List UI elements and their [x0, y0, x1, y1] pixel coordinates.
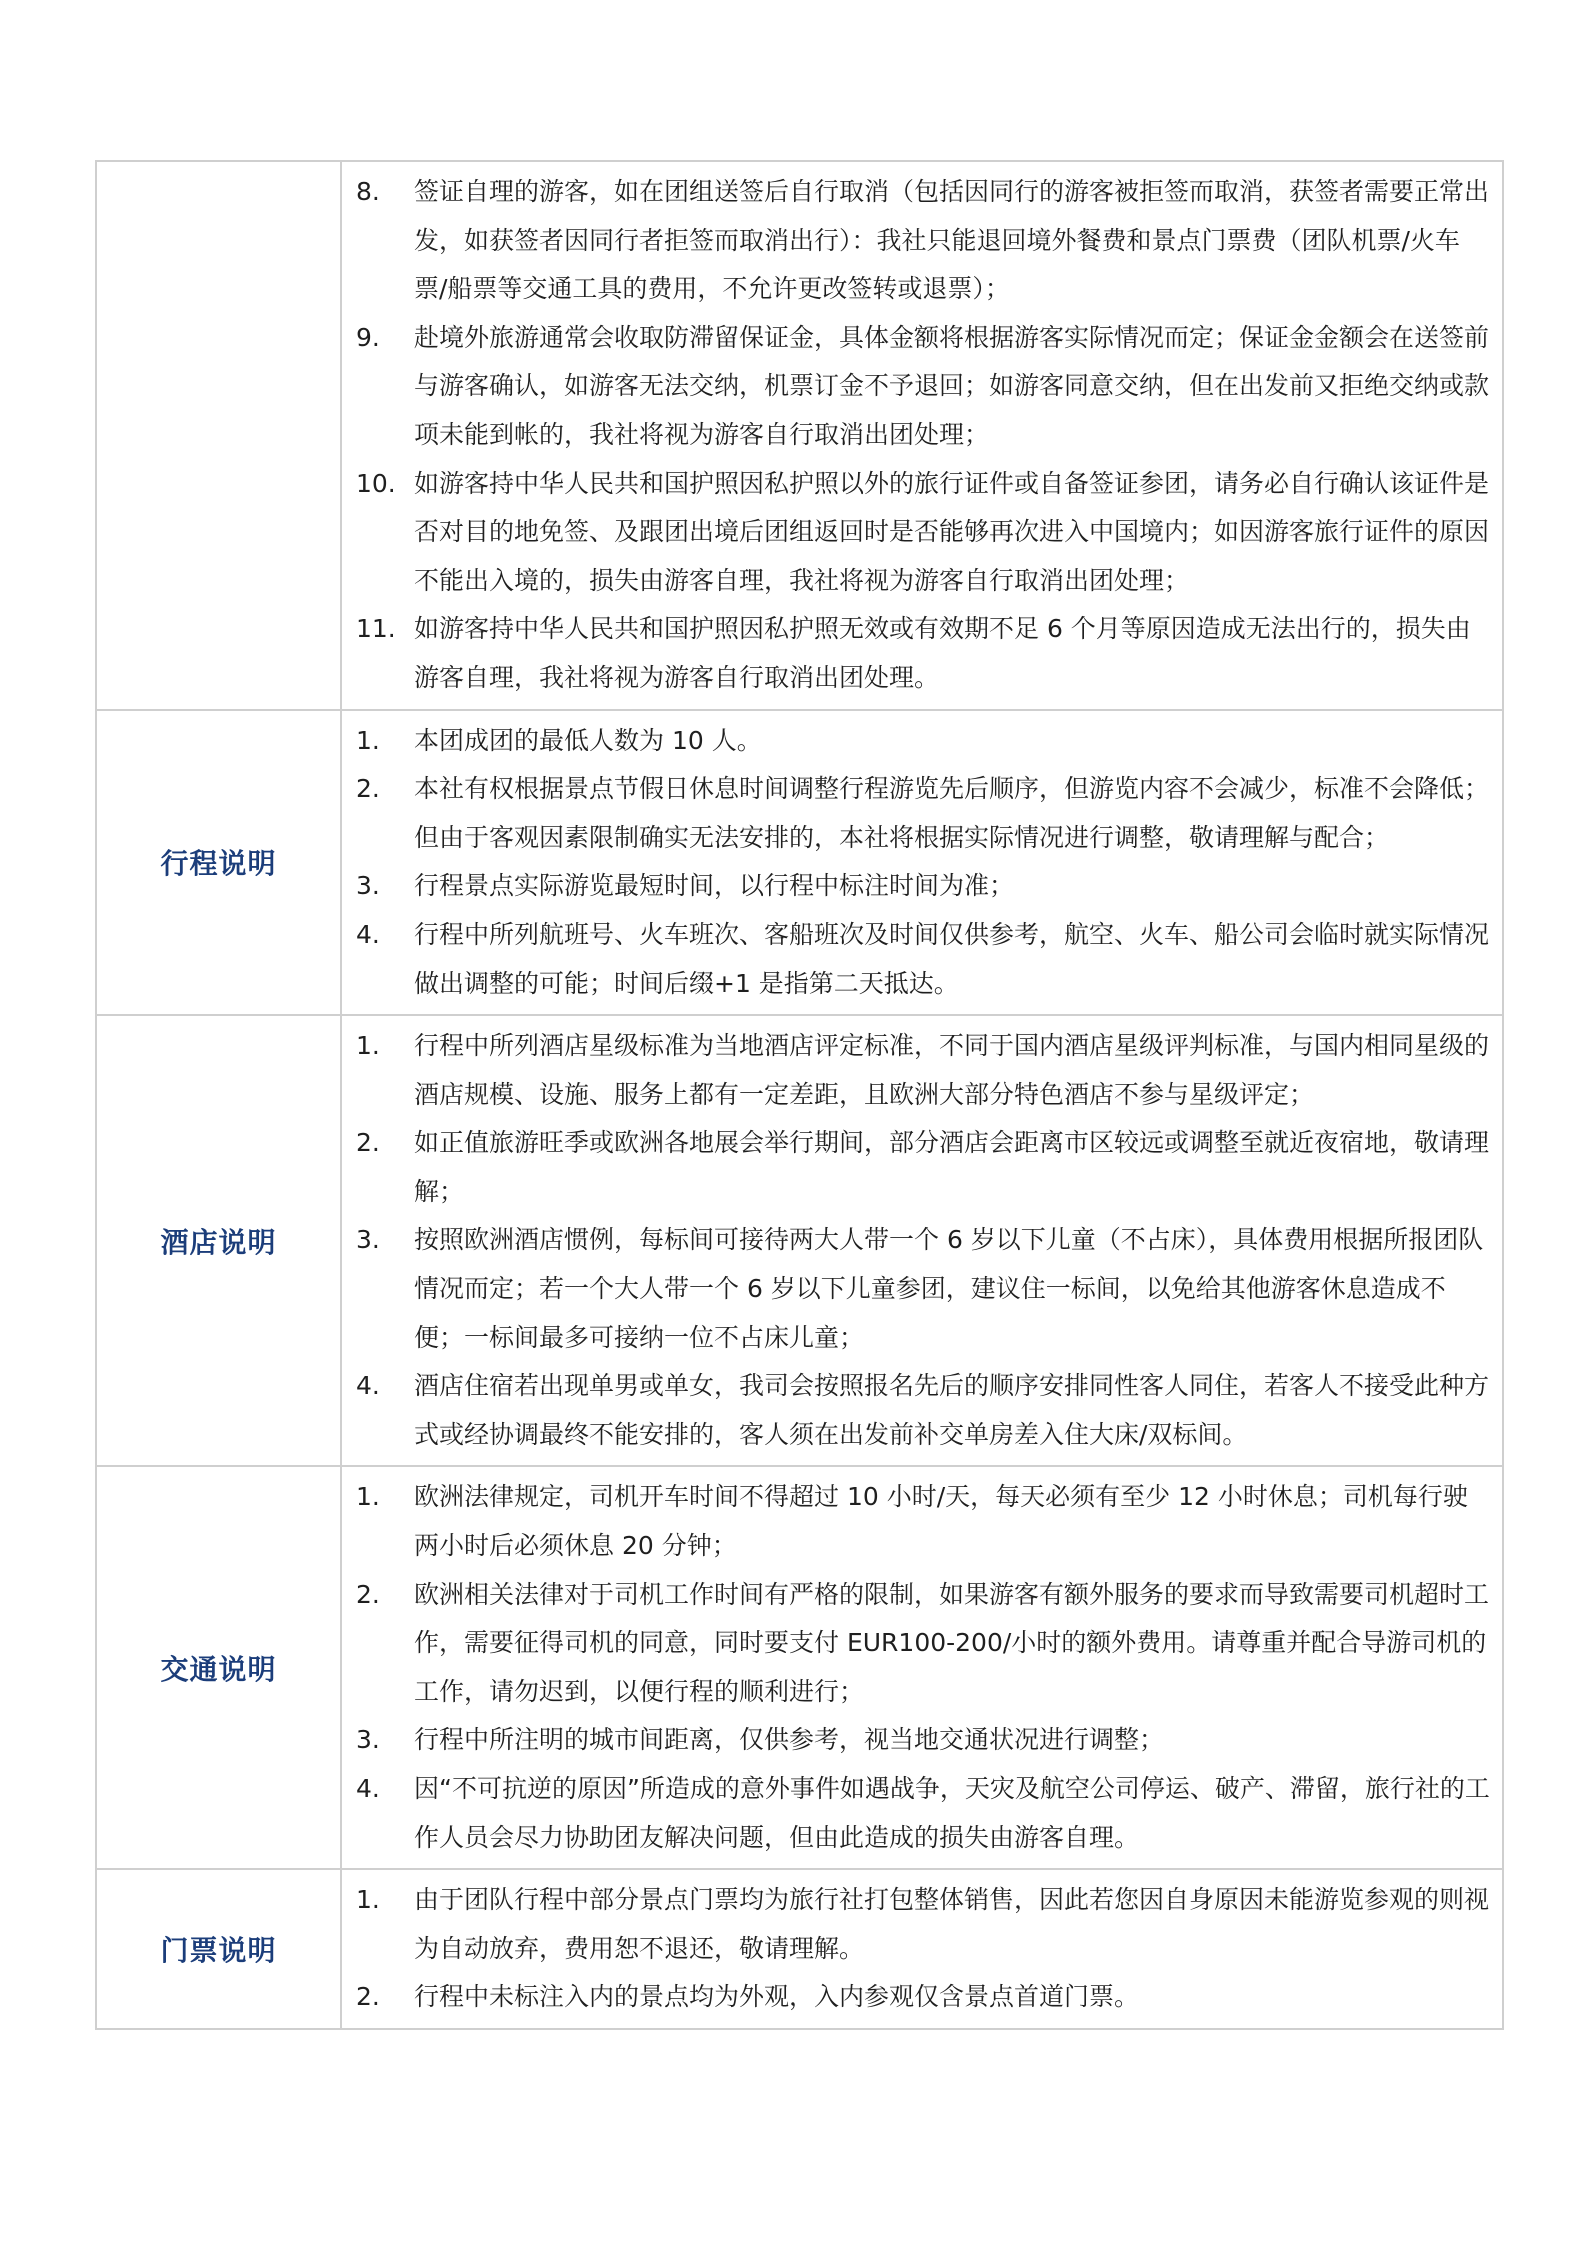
- list-item: [342, 1876, 1490, 1973]
- list-item: [342, 1216, 1490, 1362]
- item-text: 行程中未标注入内的景点均为外观，入内参观仅含景点首道门票。: [414, 1982, 1140, 2012]
- item-number: 1.: [356, 725, 380, 755]
- list-item: [342, 862, 1490, 911]
- list-item: [342, 1571, 1490, 1717]
- item-number: 2.: [356, 1128, 380, 1158]
- list-item: [342, 1973, 1490, 2022]
- numbered-list: [342, 717, 1490, 1009]
- item-text: 行程中所列航班号、火车班次、客船班次及时间仅供参考，航空、火车、船公司会临时就实际情况做出调整的可能；时间后缀+1 是指第二天抵达。: [414, 919, 1490, 998]
- item-text: 签证自理的游客，如在团组送签后自行取消（包括因同行的游客被拒签而取消，获签者需要正常出发，如获签者因同行者拒签而取消出行）：我社只能退回境外餐费和景点门票费（团队机票/火车票/船票等交通工具的费用，不允许更改签转或退票）；: [414, 177, 1490, 304]
- item-number: 4.: [356, 1371, 380, 1401]
- item-text: 如正值旅游旺季或欧洲各地展会举行期间，部分酒店会距离市区较远或调整至就近夜宿地，敬请理解；: [414, 1128, 1490, 1206]
- section-label-cell: [96, 1466, 341, 1869]
- item-text: 行程景点实际游览最短时间，以行程中标注时间为准；: [414, 871, 1015, 901]
- section-title: 行程说明: [160, 847, 277, 881]
- item-number: 3.: [356, 1725, 380, 1755]
- list-item: [342, 911, 1490, 1008]
- list-item: [342, 1473, 1490, 1570]
- section-row-visa-cancellation: [96, 161, 1503, 710]
- item-text: 由于团队行程中部分景点门票均为旅行社打包整体销售，因此若您因自身原因未能游览参观的则视为自动放弃，费用恕不退还，敬请理解。: [414, 1885, 1490, 1963]
- list-item: [342, 765, 1490, 862]
- item-text: 因“不可抗逆的原因”所造成的意外事件如遇战争，天灾及航空公司停运、破产、滞留，旅行社的工作人员会尽力协助团友解决问题，但由此造成的损失由游客自理。: [414, 1774, 1490, 1852]
- list-item: [342, 605, 1490, 702]
- list-item: [342, 168, 1490, 314]
- item-number: 11.: [356, 614, 396, 644]
- item-number: 3.: [356, 1225, 380, 1255]
- section-row-hotel-notes: [96, 1015, 1503, 1466]
- list-item: [342, 1022, 1490, 1119]
- section-content-cell: [341, 1869, 1503, 2029]
- item-number: 2.: [356, 1982, 380, 2012]
- item-number: 10.: [356, 468, 396, 498]
- item-text: 欧洲相关法律对于司机工作时间有严格的限制，如果游客有额外服务的要求而导致需要司机超时工作，需要征得司机的同意，同时要支付 EUR100-200/小时的额外费用。请尊重并配合导游司机的工作，请勿迟到，以便行程的顺利进行；: [414, 1579, 1490, 1706]
- section-title: 门票说明: [160, 1934, 277, 1968]
- list-item: [342, 717, 1490, 766]
- list-item: [342, 314, 1490, 460]
- numbered-list: [342, 1876, 1490, 2022]
- item-text: 欧洲法律规定，司机开车时间不得超过 10 小时/天，每天必须有至少 12 小时休息；司机每行驶两小时后必须休息 20 分钟；: [414, 1482, 1468, 1561]
- item-number: 1.: [356, 1482, 380, 1512]
- item-text: 本社有权根据景点节假日休息时间调整行程游览先后顺序，但游览内容不会减少，标准不会降低；但由于客观因素限制确实无法安排的，本社将根据实际情况进行调整，敬请理解与配合；: [414, 774, 1490, 852]
- item-text: 行程中所列酒店星级标准为当地酒店评定标准，不同于国内酒店星级评判标准，与国内相同星级的酒店规模、设施、服务上都有一定差距，且欧洲大部分特色酒店不参与星级评定；: [414, 1031, 1490, 1109]
- item-number: 2.: [356, 1579, 380, 1609]
- section-label-cell: [96, 710, 341, 1016]
- item-number: 3.: [356, 871, 380, 901]
- section-content-cell: [341, 1466, 1503, 1869]
- item-number: 1.: [356, 1885, 380, 1915]
- table-body: [96, 161, 1503, 2029]
- list-item: [342, 460, 1490, 606]
- section-label-cell: [96, 1869, 341, 2029]
- item-text: 如游客持中华人民共和国护照因私护照以外的旅行证件或自备签证参团，请务必自行确认该证件是否对目的地免签、及跟团出境后团组返回时是否能够再次进入中国境内；如因游客旅行证件的原因不能出入境的，损失由游客自理，我社将视为游客自行取消出团处理；: [414, 468, 1490, 595]
- terms-table: [95, 160, 1504, 2030]
- section-label-cell: [96, 1015, 341, 1466]
- section-label-cell: [96, 161, 341, 710]
- item-text: 如游客持中华人民共和国护照因私护照无效或有效期不足 6 个月等原因造成无法出行的，损失由游客自理，我社将视为游客自行取消出团处理。: [414, 614, 1471, 692]
- numbered-list: [342, 168, 1490, 703]
- list-item: [342, 1362, 1490, 1459]
- numbered-list: [342, 1473, 1490, 1862]
- section-content-cell: [341, 1015, 1503, 1466]
- numbered-list: [342, 1022, 1490, 1459]
- section-content-cell: [341, 161, 1503, 710]
- section-row-itinerary-notes: [96, 710, 1503, 1016]
- item-text: 本团成团的最低人数为 10 人。: [414, 725, 762, 755]
- section-row-transport-notes: [96, 1466, 1503, 1869]
- item-number: 9.: [356, 322, 380, 352]
- list-item: [342, 1119, 1490, 1216]
- section-title: 酒店说明: [160, 1225, 277, 1259]
- section-title: 交通说明: [160, 1652, 277, 1686]
- item-number: 4.: [356, 919, 380, 949]
- item-number: 1.: [356, 1031, 380, 1061]
- item-text: 赴境外旅游通常会收取防滞留保证金，具体金额将根据游客实际情况而定；保证金金额会在送签前与游客确认，如游客无法交纳，机票订金不予退回；如游客同意交纳，但在出发前又拒绝交纳或款项未能到帐的，我社将视为游客自行取消出团处理；: [414, 322, 1490, 449]
- item-number: 8.: [356, 177, 380, 206]
- item-text: 酒店住宿若出现单男或单女，我司会按照报名先后的顺序安排同性客人同住，若客人不接受此种方式或经协调最终不能安排的，客人须在出发前补交单房差入住大床/双标间。: [414, 1371, 1490, 1449]
- section-content-cell: [341, 710, 1503, 1016]
- item-number: 2.: [356, 774, 380, 804]
- item-text: 行程中所注明的城市间距离，仅供参考，视当地交通状况进行调整；: [414, 1725, 1165, 1755]
- list-item: [342, 1765, 1490, 1862]
- item-number: 4.: [356, 1774, 380, 1803]
- list-item: [342, 1716, 1490, 1765]
- item-text: 按照欧洲酒店惯例，每标间可接待两大人带一个 6 岁以下儿童（不占床），具体费用根据所报团队情况而定；若一个大人带一个 6 岁以下儿童参团，建议住一标间，以免给其他游客休息造成不便；一标间最多可接纳一位不占床儿童；: [414, 1225, 1484, 1352]
- section-row-ticket-notes: [96, 1869, 1503, 2029]
